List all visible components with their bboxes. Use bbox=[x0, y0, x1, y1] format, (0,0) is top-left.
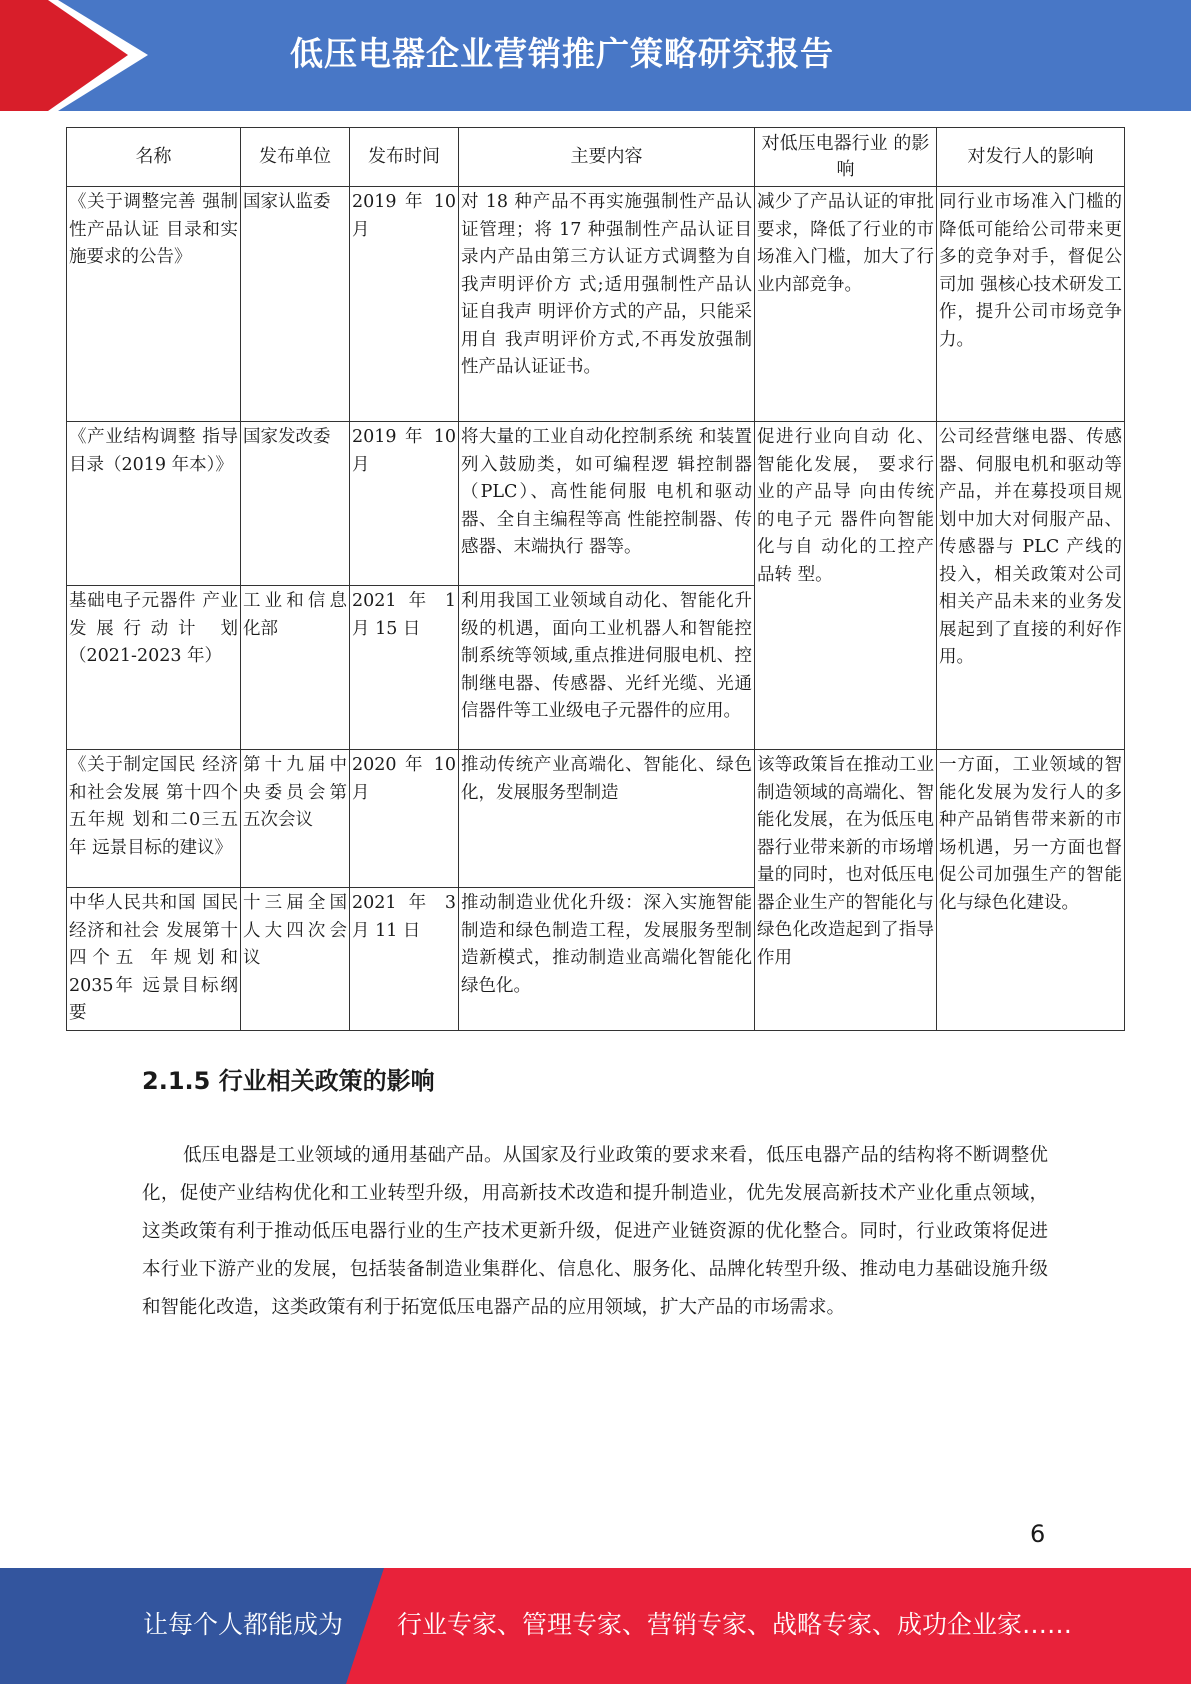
policy-table bbox=[66, 127, 1125, 1031]
policy-content: 推动制造业优化升级：深入实施智能制造和绿色制造工程，发展服务型制造新模式，推动制造业高端化智能化绿色化。 bbox=[459, 888, 755, 1031]
report-title: 低压电器企业营销推广策略研究报告 bbox=[290, 34, 834, 73]
policy-date: 2019 年 10 月 bbox=[350, 422, 459, 586]
policy-date: 2021 年 1 月 15 日 bbox=[350, 586, 459, 750]
issuer-impact: 公司经营继电器、传感器、伺服电机和驱动等产品，并在募投项目规划中加大对伺服产品、传感器与 PLC 产线的投入，相关政策对公司相关产品未来的业务发展起到了直接的利好作 用。 bbox=[937, 422, 1125, 750]
issuer-impact: 一方面，工业领域的智能化发展为发行人的多种产品销售带来新的市场机遇，另一方面也督促公司加强生产的智能化与绿色化建设。 bbox=[937, 750, 1125, 1031]
policy-date: 2020 年 10 月 bbox=[350, 750, 459, 888]
policy-name: 《关于调整完善 强制性产品认证 目录和实施要求的公告》 bbox=[67, 187, 241, 422]
policy-issuer: 十三届全国人大四次会议 bbox=[241, 888, 350, 1031]
page-number: 6 bbox=[1030, 1520, 1046, 1548]
policy-issuer: 国家发改委 bbox=[241, 422, 350, 586]
policy-content: 将大量的工业自动化控制系统 和装置列入鼓励类，如可编程逻 辑控制器（PLC）、高性能伺服 电机和驱动器、全自主编程等高 性能控制器、传感器、末端执行 器等。 bbox=[459, 422, 755, 586]
policy-content: 对 18 种产品不再实施强制性产品认证管理；将 17 种强制性产品认证目录内产品由第三方认证方式调整为自我声明评价方 式;适用强制性产品认证自我声 明评价方式的产品，只能采用自 我声明评价方式,不再发放强制 性产品认证证书。 bbox=[459, 187, 755, 422]
policy-content: 利用我国工业领域自动化、智能化升级的机遇，面向工业机器人和智能控制系统等领域,重点推进伺服电机、控制继电器、传感器、光纤光缆、光通信器件等工业级电子元器件的应用。 bbox=[459, 586, 755, 750]
industry-impact: 减少了产品认证的审批要求，降低了行业的市场准入门槛，加大了行业内部竞争。 bbox=[755, 187, 937, 422]
table-row bbox=[67, 422, 1125, 586]
policy-issuer: 第十九届中央委员会第五次会议 bbox=[241, 750, 350, 888]
section-paragraph: 低压电器是工业领域的通用基础产品。从国家及行业政策的要求来看，低压电器产品的结构将不断调整优化，促使产业结构优化和工业转型升级，用高新技术改造和提升制造业，优先发展高新技术产业化重点领域，这类政策有利于推动低压电器行业的生产技术更新升级，促进产业链资源的优化整合。同时，行业政策将促进本行业下游产业的发展，包括装备制造业集群化、信息化、服务化、品牌化转型升级、推动电力基础设施升级和智能化改造，这类政策有利于拓宽低压电器产品的应用领域，扩大产品的市场需求。 bbox=[142, 1145, 1048, 1318]
policy-date: 2019 年 10 月 bbox=[350, 187, 459, 422]
policy-issuer: 工业和信息化部 bbox=[241, 586, 350, 750]
policy-issuer: 国家认监委 bbox=[241, 187, 350, 422]
issuer-impact: 同行业市场准入门槛的降低可能给公司带来更多的竞争对手，督促公司加 强核心技术研发工作，提升公司市场竞争力。 bbox=[937, 187, 1125, 422]
col-header-issuer-impact: 对发行人的影响 bbox=[937, 128, 1125, 187]
table-header-row bbox=[67, 128, 1125, 187]
footer-slogan-right: 行业专家、管理专家、营销专家、战略专家、成功企业家…… bbox=[397, 1610, 1073, 1639]
table-row bbox=[67, 187, 1125, 422]
industry-impact: 该等政策旨在推动工业制造领域的高端化、智能化发展，在为低压电器行业带来新的市场增量的同时，也对低压电器企业生产的智能化与绿色化改造起到了指导作用 bbox=[755, 750, 937, 1031]
policy-name: 基础电子元器件 产业发展行动计 划（2021-2023 年） bbox=[67, 586, 241, 750]
col-header-date: 发布时间 bbox=[350, 128, 459, 187]
table-row bbox=[67, 750, 1125, 888]
header-chevron-decoration bbox=[0, 0, 160, 111]
page-footer bbox=[0, 1568, 1191, 1684]
policy-name: 《产业结构调整 指导目录（2019 年本）》 bbox=[67, 422, 241, 586]
footer-slogan-left: 让每个人都能成为 bbox=[143, 1610, 344, 1639]
policy-date: 2021 年 3 月 11 日 bbox=[350, 888, 459, 1031]
page-header bbox=[0, 0, 1191, 111]
col-header-name: 名称 bbox=[67, 128, 241, 187]
col-header-industry-impact: 对低压电器行业 的影响 bbox=[755, 128, 937, 187]
policy-name: 中华人民共和国 国民经济和社会 发展第十四个五 年规划和 2035年 远景目标纲要 bbox=[67, 888, 241, 1031]
policy-content: 推动传统产业高端化、智能化、绿色化，发展服务型制造 bbox=[459, 750, 755, 888]
policy-name: 《关于制定国民 经济和社会发展 第十四个五年规 划和二0三五年 远景目标的建议》 bbox=[67, 750, 241, 888]
section-heading: 2.1.5 行业相关政策的影响 bbox=[142, 1067, 435, 1095]
industry-impact: 促进行业向自动 化、智能化发展， 要求行业的产品导 向由传统的电子元 器件向智能化与自 动化的工控产品转 型。 bbox=[755, 422, 937, 750]
col-header-issuer: 发布单位 bbox=[241, 128, 350, 187]
col-header-content: 主要内容 bbox=[459, 128, 755, 187]
